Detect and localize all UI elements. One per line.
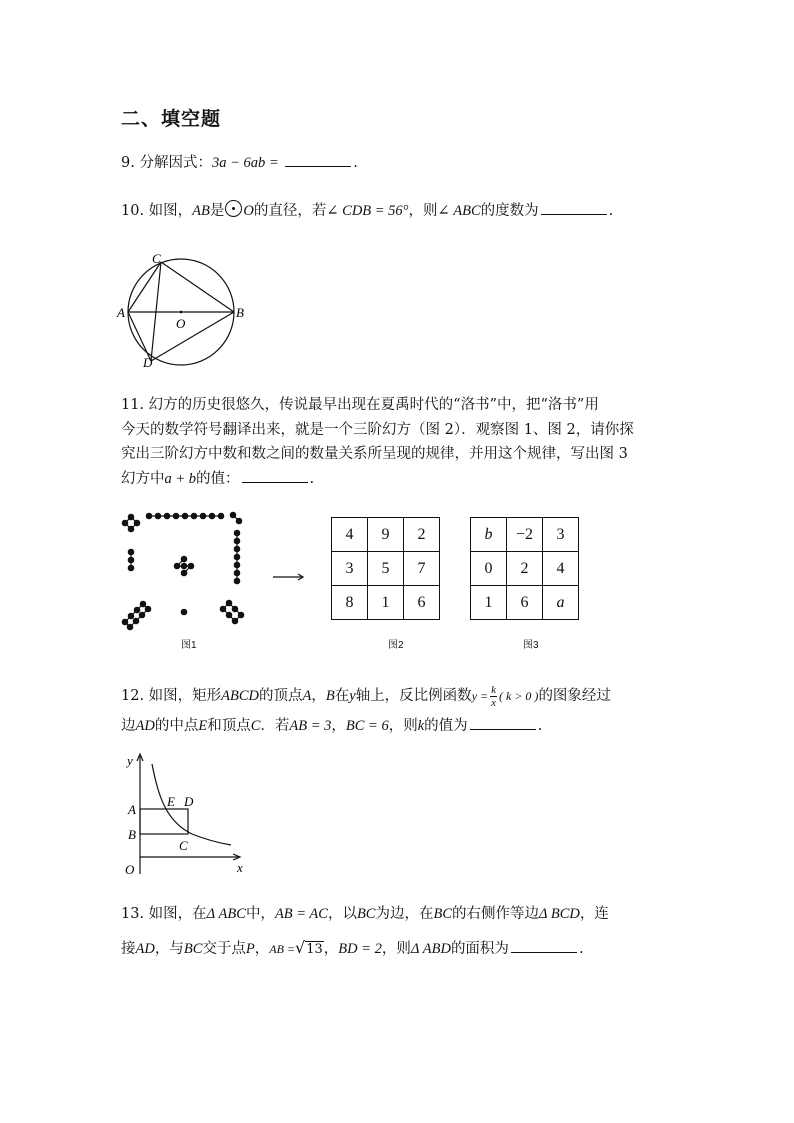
q9-answer-blank[interactable] bbox=[285, 152, 351, 167]
fig2-grid-cell: 3 bbox=[332, 552, 368, 586]
q12-answer-blank[interactable] bbox=[470, 715, 536, 730]
q12-c: C bbox=[250, 718, 261, 734]
fig2-grid-cell: 9 bbox=[368, 518, 404, 552]
q12-frac-den: x bbox=[491, 696, 497, 709]
rectangle-abcd bbox=[140, 809, 188, 834]
luoshu-3-dot bbox=[128, 557, 133, 562]
fig3-grid-cell: a bbox=[543, 586, 579, 620]
q13-ad: AD bbox=[135, 941, 155, 957]
q13-text-1: 如图，在 bbox=[148, 906, 207, 922]
q12-tail: . bbox=[537, 718, 543, 734]
luoshu-6-dot bbox=[238, 612, 243, 617]
luoshu-5-dot bbox=[181, 556, 186, 561]
fig2-grid-row bbox=[332, 518, 440, 552]
q12-y: y bbox=[349, 688, 356, 704]
circle-dot-icon bbox=[225, 200, 242, 217]
label-a: A bbox=[128, 802, 136, 817]
fig3-caption: 图3 bbox=[523, 640, 539, 651]
label-c: C bbox=[179, 838, 188, 853]
fig3-grid-cell: 6 bbox=[507, 586, 543, 620]
luoshu-9-dot bbox=[164, 513, 169, 518]
fig3-grid-row bbox=[471, 518, 579, 552]
luoshu-6-dot bbox=[220, 606, 225, 611]
luoshu-5-dot bbox=[181, 570, 186, 575]
q9-expr: 3a − 6ab = bbox=[211, 155, 279, 171]
q13-text-7: 接 bbox=[121, 941, 136, 957]
question-10 bbox=[121, 198, 661, 224]
luoshu-8-dot bbox=[139, 612, 144, 617]
luoshu-9-dot bbox=[209, 513, 214, 518]
q13-answer-blank[interactable] bbox=[511, 938, 577, 953]
luoshu-6-dot bbox=[226, 600, 231, 605]
fig1-caption: 图1 bbox=[181, 640, 197, 651]
luoshu-6-dot bbox=[232, 618, 237, 623]
fig2-grid-cell: 1 bbox=[368, 586, 404, 620]
q12-text-10: ，则 bbox=[388, 718, 418, 734]
q12-b: B bbox=[325, 688, 335, 704]
q13-text-13: 的面积为 bbox=[450, 941, 509, 957]
luoshu-8-dot bbox=[128, 613, 133, 618]
label-b: B bbox=[128, 827, 136, 842]
q13-number: 13. bbox=[121, 906, 145, 922]
luoshu-9-dot bbox=[200, 513, 205, 518]
question-12 bbox=[121, 681, 661, 741]
q12-text-8: 和顶点 bbox=[207, 718, 251, 734]
luoshu-9-dot bbox=[155, 513, 160, 518]
q11-expr: a + b bbox=[164, 470, 197, 487]
q13-text-6: ，连 bbox=[579, 906, 609, 922]
fig2-grid-cell: 5 bbox=[368, 552, 404, 586]
label-y: y bbox=[127, 753, 133, 768]
q12-ab-eq: AB = 3 bbox=[289, 718, 332, 734]
fig3-grid-cell: 0 bbox=[471, 552, 507, 586]
fig3-grid-cell: 2 bbox=[507, 552, 543, 586]
q13-text-2: 中， bbox=[245, 906, 275, 922]
q13-text-11: ， bbox=[323, 941, 339, 957]
luoshu-9-dot bbox=[173, 513, 178, 518]
luoshu-7-dot bbox=[234, 546, 239, 551]
luoshu-9-dot bbox=[191, 513, 196, 518]
sqrt-icon: √ bbox=[295, 938, 306, 957]
luoshu-8-dot bbox=[127, 624, 132, 629]
q10-circle-figure bbox=[115, 245, 255, 375]
q13-bc-2: BC bbox=[433, 906, 453, 922]
q13-bc-3: BC bbox=[183, 941, 203, 957]
q13-sqrt-val: 13 bbox=[306, 942, 323, 957]
luoshu-7-dot bbox=[234, 554, 239, 559]
q13-text-3: ，以 bbox=[327, 906, 357, 922]
luoshu-8-dot bbox=[122, 619, 127, 624]
fig2-caption: 图2 bbox=[388, 640, 404, 651]
q12-text-4: 轴上，反比例函数 bbox=[355, 688, 472, 704]
luoshu-7-dot bbox=[234, 578, 239, 583]
question-9 bbox=[121, 150, 661, 176]
luoshu-9-dot bbox=[218, 513, 223, 518]
q12-a: A bbox=[302, 688, 312, 704]
q11-answer-blank[interactable] bbox=[242, 468, 308, 483]
q12-comma: ， bbox=[311, 688, 326, 704]
fig3-grid-cell: 4 bbox=[543, 552, 579, 586]
q11-tail: . bbox=[309, 470, 315, 487]
luoshu-7-dot bbox=[234, 530, 239, 535]
label-e: E bbox=[167, 794, 175, 809]
fig2-magic-square bbox=[331, 517, 440, 620]
q11-line-4b: 的值： bbox=[196, 470, 240, 487]
q12-number: 12. bbox=[121, 688, 145, 704]
q10-text-4: ，则 bbox=[408, 203, 438, 219]
fig3-grid-cell: 1 bbox=[471, 586, 507, 620]
label-c: C bbox=[152, 251, 161, 266]
q11-line-3: 究出三阶幻方中数和数之间的数量关系所呈现的规律，并用这个规律，写出图 3 bbox=[121, 446, 628, 462]
luoshu-7-dot bbox=[234, 562, 239, 567]
q13-tri-bcd: Δ BCD bbox=[539, 906, 580, 922]
fig2-grid-cell: 8 bbox=[332, 586, 368, 620]
q12-text-9: ．若 bbox=[260, 718, 290, 734]
luoshu-6-link bbox=[223, 603, 241, 621]
q13-text-9: 交于点 bbox=[202, 941, 246, 957]
label-x: x bbox=[237, 860, 243, 875]
q12-bc-eq: BC = 6 bbox=[345, 718, 389, 734]
q12-text-5: 的图象经过 bbox=[538, 688, 611, 704]
q13-p: P bbox=[245, 941, 255, 957]
q13-text-4: 为边，在 bbox=[375, 906, 434, 922]
q10-angle-abc: ∠ ABC bbox=[437, 203, 481, 219]
label-o: O bbox=[176, 316, 186, 331]
luoshu-1-dot bbox=[181, 609, 186, 614]
q11-luoshu-figure bbox=[115, 505, 255, 633]
q12-e: E bbox=[198, 718, 208, 734]
fig2-grid-cell: 2 bbox=[404, 518, 440, 552]
luoshu-7-dot bbox=[234, 570, 239, 575]
q10-answer-blank[interactable] bbox=[541, 200, 607, 215]
luoshu-7-dot bbox=[234, 538, 239, 543]
q12-text-3: 在 bbox=[334, 688, 350, 704]
luoshu-4-dot bbox=[134, 520, 139, 525]
q12-text-1: 如图，矩形 bbox=[148, 688, 222, 704]
luoshu-8-dot bbox=[134, 607, 139, 612]
luoshu-4-dot bbox=[128, 514, 133, 519]
fig3-grid-cell: b bbox=[471, 518, 507, 552]
q10-text-2: 是 bbox=[209, 203, 225, 219]
question-13 bbox=[121, 897, 661, 967]
q13-text-8: ，与 bbox=[154, 941, 184, 957]
q11-line-1: 幻方的历史很悠久，传说最早出现在夏禹时代的“洛书”中，把“洛书”用 bbox=[148, 397, 599, 413]
q10-text-3: 的直径，若 bbox=[253, 203, 327, 219]
center-point bbox=[180, 311, 183, 314]
label-b: B bbox=[236, 305, 244, 320]
label-a: A bbox=[117, 305, 125, 320]
q13-bd-eq: BD = 2 bbox=[338, 941, 382, 957]
q10-angle-cdb: ∠ CDB = 56° bbox=[326, 203, 409, 219]
q13-text-10: ， bbox=[254, 941, 270, 957]
q12-frac-num: k bbox=[491, 683, 497, 696]
q9-tail: . bbox=[353, 155, 358, 171]
q12-text-11: 的值为 bbox=[424, 718, 468, 734]
section-title: 二、填空题 bbox=[121, 108, 222, 130]
luoshu-8-dot bbox=[140, 601, 145, 606]
label-d: D bbox=[184, 794, 194, 809]
fig3-grid-row bbox=[471, 552, 579, 586]
label-d: D bbox=[143, 355, 153, 370]
q10-tail: . bbox=[608, 203, 614, 219]
fig2-grid-cell: 7 bbox=[404, 552, 440, 586]
q12-fraction bbox=[490, 684, 497, 709]
q10-text-5: 的度数为 bbox=[480, 203, 539, 219]
q10-ab: AB bbox=[192, 203, 210, 219]
q9-number: 9. bbox=[121, 155, 135, 171]
luoshu-6-dot bbox=[232, 606, 237, 611]
q13-tri-abd: Δ ABD bbox=[410, 941, 451, 957]
luoshu-9-dot bbox=[146, 513, 151, 518]
question-11 bbox=[121, 393, 661, 491]
q13-text-12: ，则 bbox=[381, 941, 411, 957]
fig3-grid-row bbox=[471, 586, 579, 620]
q11-line-2: 今天的数学符号翻译出来，就是一个三阶幻方（图 2）．观察图 1、图 2，请你探 bbox=[121, 421, 634, 438]
luoshu-2-dot bbox=[230, 512, 235, 517]
q13-tri-abc: Δ ABC bbox=[206, 906, 246, 922]
fig2-grid-row bbox=[332, 586, 440, 620]
q10-circle-o: O bbox=[243, 203, 254, 219]
q12-text-2: 的顶点 bbox=[259, 688, 303, 704]
q13-ab-ac: AB = AC bbox=[274, 906, 328, 922]
luoshu-9-dot bbox=[182, 513, 187, 518]
luoshu-8-dot bbox=[145, 606, 150, 611]
fig3-grid-cell: −2 bbox=[507, 518, 543, 552]
label-o: O bbox=[125, 862, 135, 877]
fig2-grid-cell: 4 bbox=[332, 518, 368, 552]
fig3-grid-cell: 3 bbox=[543, 518, 579, 552]
q9-lead: 分解因式： bbox=[139, 155, 212, 171]
q12-func-cond: ( k > 0 ) bbox=[499, 689, 539, 703]
luoshu-4-dot bbox=[128, 526, 133, 531]
luoshu-8-dot bbox=[133, 618, 138, 623]
q11-line-4a: 幻方中 bbox=[121, 470, 165, 487]
luoshu-3-dot bbox=[128, 549, 133, 554]
fig2-grid-row bbox=[332, 552, 440, 586]
q10-number: 10. bbox=[121, 203, 145, 219]
fig2-grid-cell: 6 bbox=[404, 586, 440, 620]
q12-hyperbola-figure bbox=[115, 748, 255, 883]
luoshu-2-dot bbox=[236, 518, 241, 523]
luoshu-4-dot bbox=[122, 520, 127, 525]
q12-k: k bbox=[417, 718, 425, 734]
q11-number: 11. bbox=[121, 397, 145, 413]
q12-text-7: 的中点 bbox=[154, 718, 199, 734]
q12-text-6: 边 bbox=[121, 718, 136, 734]
fig3-magic-square bbox=[470, 517, 579, 620]
q12-sep: ， bbox=[331, 718, 346, 734]
q10-text-1: 如图， bbox=[148, 203, 193, 219]
q12-func-lhs: y = bbox=[471, 689, 489, 703]
luoshu-6-dot bbox=[226, 612, 231, 617]
q13-text-5: 的右侧作等边 bbox=[452, 906, 540, 922]
q13-bc-1: BC bbox=[356, 906, 376, 922]
q12-abcd: ABCD bbox=[221, 688, 260, 704]
arrow-right-icon bbox=[272, 571, 308, 583]
q13-tail: . bbox=[578, 941, 584, 957]
q13-ab-eq: AB = bbox=[269, 942, 295, 956]
q12-ad: AD bbox=[135, 718, 155, 734]
luoshu-3-dot bbox=[128, 565, 133, 570]
